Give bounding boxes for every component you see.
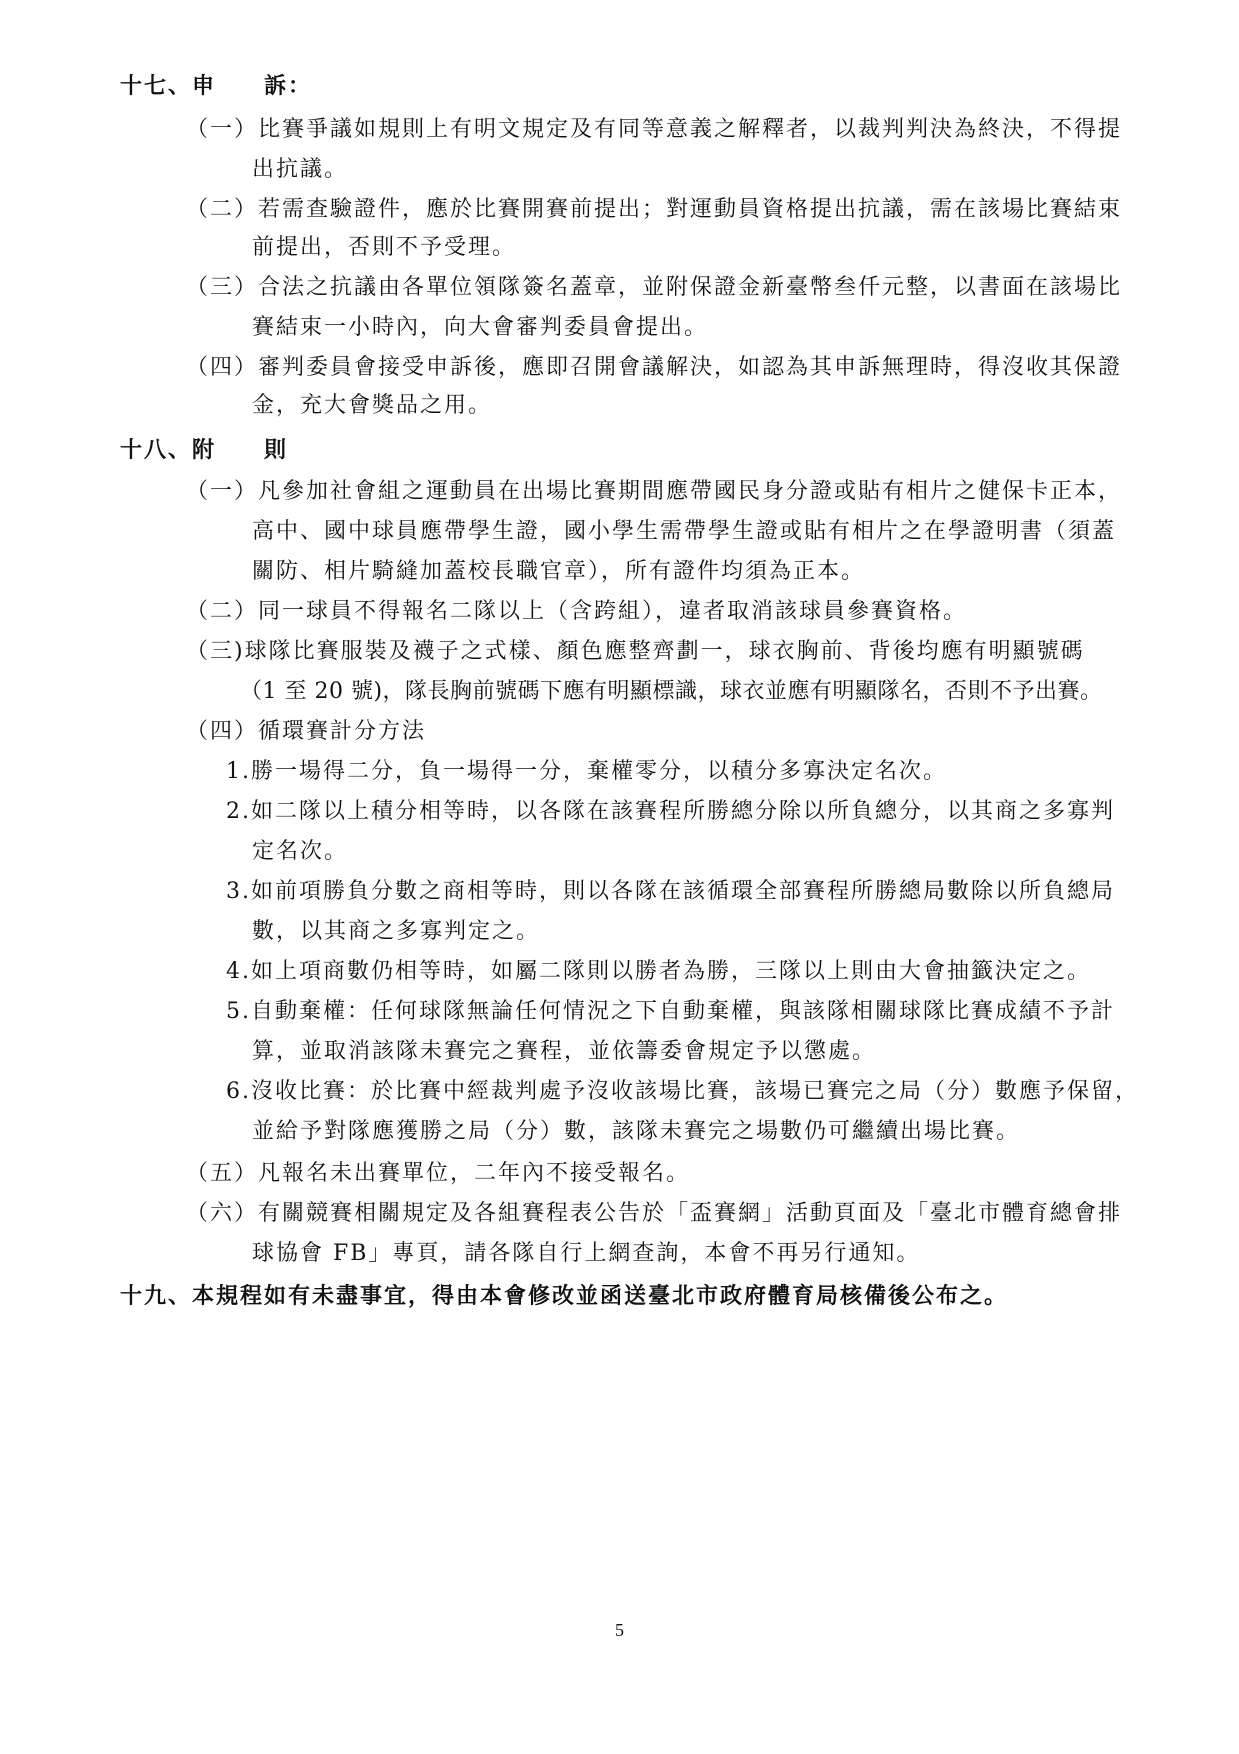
s18-item-6-cont: 球協會 FB」專頁，請各隊自行上網查詢，本會不再另行通知。 [252,1241,921,1266]
scoring-rule-3 [226,878,1115,906]
rule-number: 2. [226,799,251,824]
item-text: 比賽爭議如規則上有明文規定及有同等意義之解釋者，以裁判判決為終決，不得提 [258,117,1123,142]
item-label: （五） [186,1161,259,1186]
s18-item-5 [186,1160,690,1188]
rule-text: 如上項商數仍相等時，如屬二隊則以勝者為勝，三隊以上則由大會抽籤決定之。 [251,959,1092,984]
rule-number: 1. [226,759,251,784]
scoring-rule-2 [226,798,1115,826]
item-text: 審判委員會接受申訴後，應即召開會議解決，如認為其申訴無理時，得沒收其保證 [258,355,1123,380]
item-label: （六） [186,1201,259,1226]
item-label: （三) [186,639,245,664]
s17-item-1-cont: 出抗議。 [252,157,349,182]
item-label: （一） [186,479,259,504]
s18-item-1-cont-b: 關防、相片騎縫加蓋校長職官章），所有證件均須為正本。 [252,559,866,584]
item-text: 球隊比賽服裝及襪子之式樣、顏色應整齊劃一，球衣胸前、背後均應有明顯號碼 [244,639,1085,664]
rule-text: 如二隊以上積分相等時，以各隊在該賽程所勝總分除以所負總分，以其商之多寡判 [251,799,1116,824]
rule-number: 5. [226,999,251,1024]
section-18-heading: 十八、附 則 [120,437,289,463]
scoring-rule-6 [226,1078,1139,1106]
s17-item-1 [186,116,1122,144]
item-label: （四） [186,355,259,380]
item-text: 凡報名未出賽單位，二年內不接受報名。 [258,1161,691,1186]
item-text: 合法之抗議由各單位領隊簽名蓋章，並附保證金新臺幣叁仟元整，以書面在該場比 [258,275,1123,300]
scoring-rule-4 [226,958,1091,986]
s18-item-3-cont: （1 至 20 號)，隊長胸前號碼下應有明顯標識，球衣並應有明顯隊名，否則不予出賽。 [240,679,1103,704]
item-title: 循環賽計分方法 [258,719,427,744]
s18-item-3 [186,638,1085,666]
section-19-heading: 十九、本規程如有未盡事宜，得由本會修改並函送臺北市政府體育局核備後公布之。 [120,1283,1009,1309]
rule-text: 如前項勝負分數之商相等時，則以各隊在該循環全部賽程所勝總局數除以所負總局 [251,879,1116,904]
rule-text: 沒收比賽：於比賽中經裁判處予沒收該場比賽，該場已賽完之局（分）數應予保留， [251,1079,1140,1104]
page-number: 5 [615,1620,624,1640]
scoring-rule-6-cont: 並給予對隊應獲勝之局（分）數，該隊未賽完之場數仍可繼續出場比賽。 [252,1119,1021,1144]
rule-text: 自動棄權：任何球隊無論任何情況之下自動棄權，與該隊相關球隊比賽成績不予計 [251,999,1116,1024]
scoring-rule-1 [226,758,947,786]
rule-number: 3. [226,879,251,904]
s17-item-4-cont: 金，充大會獎品之用。 [252,393,493,418]
scoring-rule-5 [226,998,1115,1026]
scoring-rule-2-cont: 定名次。 [252,839,349,864]
item-label: （一） [186,117,259,142]
item-text: 有關競賽相關規定及各組賽程表公告於「盃賽網」活動頁面及「臺北市體育總會排 [258,1201,1123,1226]
s18-item-4 [186,718,426,746]
item-text: 凡參加社會組之運動員在出場比賽期間應帶國民身分證或貼有相片之健保卡正本， [258,479,1123,504]
s18-item-1-cont-a: 高中、國中球員應帶學生證，國小學生需帶學生證或貼有相片之在學證明書（須蓋 [252,519,1117,544]
s18-item-2 [186,598,967,626]
rule-text: 勝一場得二分，負一場得一分，棄權零分，以積分多寡決定名次。 [251,759,948,784]
rule-number: 4. [226,959,251,984]
item-text: 若需查驗證件，應於比賽開賽前提出；對運動員資格提出抗議，需在該場比賽結束 [258,197,1123,222]
s17-item-2-cont: 前提出，否則不予受理。 [252,235,517,260]
rule-number: 6. [226,1079,251,1104]
s17-item-2 [186,196,1122,224]
item-text: 同一球員不得報名二隊以上（含跨組），違者取消該球員參賽資格。 [258,599,968,624]
s17-item-4 [186,354,1122,382]
section-17-heading: 十七、申 訴： [120,73,313,99]
s18-item-6 [186,1200,1122,1228]
scoring-rule-5-cont: 算，並取消該隊未賽完之賽程，並依籌委會規定予以懲處。 [252,1039,877,1064]
item-label: （二） [186,599,259,624]
item-label: （三） [186,275,259,300]
item-label: （二） [186,197,259,222]
s17-item-3-cont: 賽結束一小時內，向大會審判委員會提出。 [252,315,709,340]
s17-item-3 [186,274,1122,302]
s18-item-1 [186,478,1122,506]
item-label: （四） [186,719,259,744]
scoring-rule-3-cont: 數，以其商之多寡判定之。 [252,919,541,944]
